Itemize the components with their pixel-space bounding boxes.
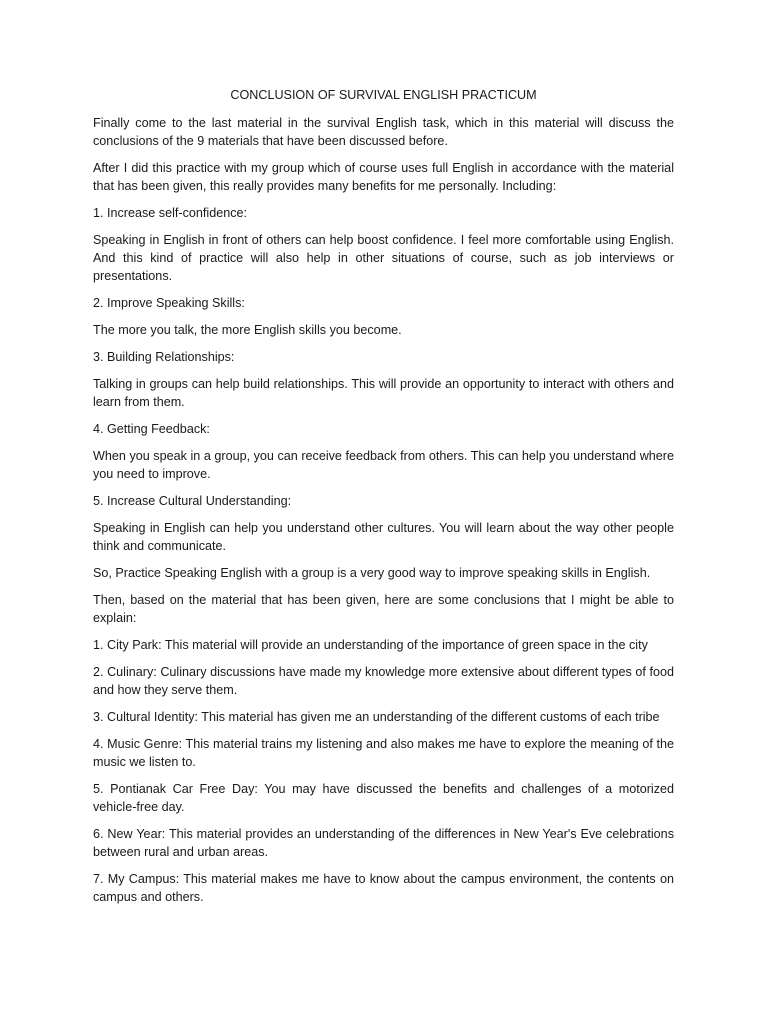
benefit-text: The more you talk, the more English skills you become. [93,323,402,337]
benefit-heading: 3. Building Relationships: [93,350,235,364]
conclusion-item: 1. City Park: This material will provide an understanding of the importance of green space in the city [93,638,648,652]
conclusion-item: 4. Music Genre: This material trains my listening and also makes me have to explore the meaning of the music we listen to. [93,737,674,769]
benefit-text: When you speak in a group, you can receive feedback from others. This can help you understand where you need to improve. [93,449,674,481]
conclusion-item: 2. Culinary: Culinary discussions have made my knowledge more extensive about different types of food and how they serve them. [93,665,674,697]
benefit-heading: 1. Increase self-confidence: [93,206,248,220]
benefit-heading: 5. Increase Cultural Understanding: [93,494,292,508]
conclusion-item: 6. New Year: This material provides an understanding of the differences in New Year's Eve celebrations between rural and urban areas. [93,827,674,859]
document-title: CONCLUSION OF SURVIVAL ENGLISH PRACTICUM [230,88,537,102]
after-practice-paragraph: After I did this practice with my group which of course uses full English in accordance with the material that has been given, this really provides many benefits for me personally. Including: [93,161,674,193]
benefit-heading: 4. Getting Feedback: [93,422,210,436]
conclusion-item: 7. My Campus: This material makes me have to know about the campus environment, the contents on campus and others. [93,872,674,904]
summary-paragraph: So, Practice Speaking English with a group is a very good way to improve speaking skills in English. [93,566,651,580]
benefit-text: Speaking in English can help you understand other cultures. You will learn about the way other people think and communicate. [93,521,674,553]
benefit-text: Talking in groups can help build relationships. This will provide an opportunity to interact with others and learn from them. [93,377,674,409]
then-intro-paragraph: Then, based on the material that has been given, here are some conclusions that I might be able to explain: [93,593,674,625]
benefit-text: Speaking in English in front of others can help boost confidence. I feel more comfortable using English. And this kind of practice will also help in other situations of course, such as job interviews or presentations. [93,233,674,283]
conclusion-item: 5. Pontianak Car Free Day: You may have discussed the benefits and challenges of a motorized vehicle-free day. [93,782,674,814]
conclusion-item: 3. Cultural Identity: This material has given me an understanding of the different customs of each tribe [93,710,660,724]
benefit-heading: 2. Improve Speaking Skills: [93,296,245,310]
intro-paragraph: Finally come to the last material in the survival English task, which in this material will discuss the conclusions of the 9 materials that have been discussed before. [93,116,674,148]
